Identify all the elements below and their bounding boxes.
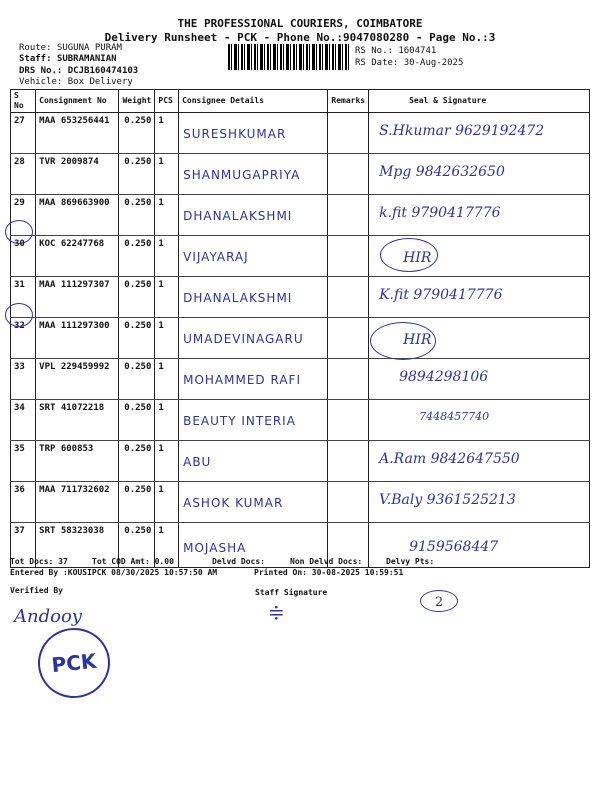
signature-handwritten: k.fit 9790417776 bbox=[379, 205, 501, 221]
weight-cell: 0.250 bbox=[124, 485, 152, 495]
pcs-cell: 1 bbox=[158, 485, 164, 495]
consignee-handwritten: VIJAYARAJ bbox=[183, 250, 249, 264]
sno-cell: 27 bbox=[14, 116, 25, 126]
weight-cell: 0.250 bbox=[124, 280, 152, 290]
non-delvd-docs: Non Delvd Docs: bbox=[290, 557, 363, 566]
consignment-cell: MAA 869663900 bbox=[39, 198, 110, 208]
weight-cell: 0.250 bbox=[124, 321, 152, 331]
table-row bbox=[11, 154, 590, 195]
consignee-handwritten: MOJASHA bbox=[183, 541, 247, 555]
page-mark-circle bbox=[420, 590, 458, 612]
table-header-row bbox=[11, 90, 590, 113]
table-row bbox=[11, 318, 590, 359]
consignee-handwritten: ABU bbox=[183, 455, 212, 469]
sno-cell: 28 bbox=[14, 157, 25, 167]
sno-30-circle bbox=[5, 220, 33, 244]
remarks-cell bbox=[328, 441, 369, 482]
pck-stamp bbox=[35, 624, 114, 701]
remarks-cell bbox=[328, 318, 369, 359]
tot-cod-amount: Tot COD Amt: 0.00 bbox=[92, 557, 174, 566]
sno-cell: 29 bbox=[14, 198, 25, 208]
vehicle-label: Vehicle: Box Delivery bbox=[19, 77, 133, 87]
remarks-cell bbox=[328, 482, 369, 523]
consignment-cell: VPL 229459992 bbox=[39, 362, 110, 372]
consignee-handwritten: SURESHKUMAR bbox=[183, 127, 287, 141]
sno-cell: 33 bbox=[14, 362, 25, 372]
pcs-cell: 1 bbox=[158, 116, 164, 126]
staff-label: Staff: SUBRAMANIAN bbox=[19, 54, 117, 64]
remarks-cell bbox=[328, 236, 369, 277]
col-header-consignee: Consignee Details bbox=[179, 90, 328, 113]
signature-handwritten: HIR bbox=[403, 332, 432, 348]
signature-handwritten: 7448457740 bbox=[419, 410, 490, 423]
weight-cell: 0.250 bbox=[124, 198, 152, 208]
signature-handwritten: 9894298106 bbox=[399, 369, 489, 385]
col-header-remarks: Remarks bbox=[328, 90, 369, 113]
signature-handwritten: S.Hkumar 9629192472 bbox=[379, 123, 545, 139]
pcs-cell: 1 bbox=[158, 157, 164, 167]
consignee-handwritten: DHANALAKSHMI bbox=[183, 291, 293, 305]
table-row bbox=[11, 277, 590, 318]
signature-handwritten: Mpg 9842632650 bbox=[379, 164, 505, 180]
consignment-cell: MAA 111297300 bbox=[39, 321, 110, 331]
sno-cell: 32 bbox=[14, 321, 25, 331]
consignment-cell: SRT 58323038 bbox=[39, 526, 105, 536]
signature-handwritten: 9159568447 bbox=[409, 539, 499, 555]
sno-cell: 35 bbox=[14, 444, 25, 454]
remarks-cell bbox=[328, 400, 369, 441]
weight-cell: 0.250 bbox=[124, 116, 152, 126]
weight-cell: 0.250 bbox=[124, 403, 152, 413]
sno-cell: 30 bbox=[14, 239, 25, 249]
staff-signature-mark: ≑ bbox=[268, 600, 285, 624]
consignee-handwritten: SHANMUGAPRIYA bbox=[183, 168, 301, 182]
tot-docs: Tot Docs: 37 bbox=[10, 557, 68, 566]
remarks-cell bbox=[328, 113, 369, 154]
col-header-pcs: PCS bbox=[155, 90, 179, 113]
table-row bbox=[11, 482, 590, 523]
signature-handwritten: HIR bbox=[403, 250, 432, 266]
sno-cell: 31 bbox=[14, 280, 25, 290]
signature-handwritten: A.Ram 9842647550 bbox=[379, 451, 520, 467]
consignee-handwritten: UMADEVINAGARU bbox=[183, 332, 304, 346]
pcs-cell: 1 bbox=[158, 239, 164, 249]
col-header-signature: Seal & Signature bbox=[369, 90, 590, 113]
weight-cell: 0.250 bbox=[124, 239, 152, 249]
pck-stamp-text: PCK bbox=[50, 648, 98, 678]
col-header-weight: Weight bbox=[119, 90, 155, 113]
staff-signature-label: Staff Signature bbox=[255, 588, 328, 597]
weight-cell: 0.250 bbox=[124, 362, 152, 372]
consignment-cell: TRP 600853 bbox=[39, 444, 94, 454]
consignee-handwritten: MOHAMMED RAFI bbox=[183, 373, 301, 387]
delvd-docs: Delvd Docs: bbox=[212, 557, 265, 566]
pcs-cell: 1 bbox=[158, 362, 164, 372]
sno-cell: 34 bbox=[14, 403, 25, 413]
company-title: THE PROFESSIONAL COURIERS, COIMBATORE bbox=[177, 17, 423, 30]
table-row bbox=[11, 400, 590, 441]
table-row bbox=[11, 195, 590, 236]
consignment-cell: MAA 653256441 bbox=[39, 116, 110, 126]
runsheet-subtitle: Delivery Runsheet - PCK - Phone No.:9047080280 - Page No.:3 bbox=[104, 31, 496, 44]
rs-number: RS No.: 1604741 bbox=[355, 46, 437, 56]
table-row bbox=[11, 236, 590, 277]
barcode-image bbox=[228, 44, 350, 70]
consignment-cell: MAA 111297307 bbox=[39, 280, 110, 290]
remarks-cell bbox=[328, 277, 369, 318]
remarks-cell bbox=[328, 154, 369, 195]
weight-cell: 0.250 bbox=[124, 157, 152, 167]
verifier-signature: Andooy bbox=[14, 606, 82, 627]
pcs-cell: 1 bbox=[158, 526, 164, 536]
remarks-cell bbox=[328, 195, 369, 236]
pcs-cell: 1 bbox=[158, 403, 164, 413]
consignee-handwritten: ASHOK KUMAR bbox=[183, 496, 284, 510]
page-mark-number: 2 bbox=[434, 595, 444, 610]
route-label: Route: SUGUNA PURAM bbox=[19, 43, 122, 53]
consignment-cell: MAA 711732602 bbox=[39, 485, 110, 495]
drs-number: DRS No.: DCJB160474103 bbox=[19, 66, 139, 76]
sno-32-circle bbox=[5, 303, 33, 327]
printed-on: Printed On: 30-08-2025 10:59:51 bbox=[254, 568, 404, 577]
sno-cell: 37 bbox=[14, 526, 25, 536]
pcs-cell: 1 bbox=[158, 198, 164, 208]
consignee-handwritten: DHANALAKSHMI bbox=[183, 209, 293, 223]
consignment-cell: SRT 41072218 bbox=[39, 403, 105, 413]
consignee-handwritten: BEAUTY INTERIA bbox=[183, 414, 296, 428]
verified-by-label: Verified By bbox=[10, 586, 63, 595]
table-row bbox=[11, 441, 590, 482]
entered-by: Entered By :KOUSIPCK 08/30/2025 10:57:50 AM bbox=[10, 568, 218, 577]
consignment-cell: TVR 2009874 bbox=[39, 157, 99, 167]
sno-cell: 36 bbox=[14, 485, 25, 495]
runsheet-table bbox=[10, 89, 590, 568]
pcs-cell: 1 bbox=[158, 444, 164, 454]
pcs-cell: 1 bbox=[158, 321, 164, 331]
col-header-consignment: Consignment No bbox=[36, 90, 119, 113]
signature-handwritten: V.Baly 9361525213 bbox=[379, 492, 516, 508]
pcs-cell: 1 bbox=[158, 280, 164, 290]
table-row bbox=[11, 113, 590, 154]
hir-circle-30 bbox=[380, 238, 438, 272]
table-row bbox=[11, 359, 590, 400]
rs-date: RS Date: 30-Aug-2025 bbox=[355, 58, 464, 68]
consignment-cell: KOC 62247768 bbox=[39, 239, 105, 249]
remarks-cell bbox=[328, 359, 369, 400]
delvy-pts: Delvy Pts: bbox=[386, 557, 435, 566]
weight-cell: 0.250 bbox=[124, 444, 152, 454]
hir-circle-32 bbox=[370, 322, 436, 360]
col-header-sno: S No bbox=[11, 90, 36, 113]
signature-handwritten: K.fit 9790417776 bbox=[379, 287, 503, 303]
weight-cell: 0.250 bbox=[124, 526, 152, 536]
